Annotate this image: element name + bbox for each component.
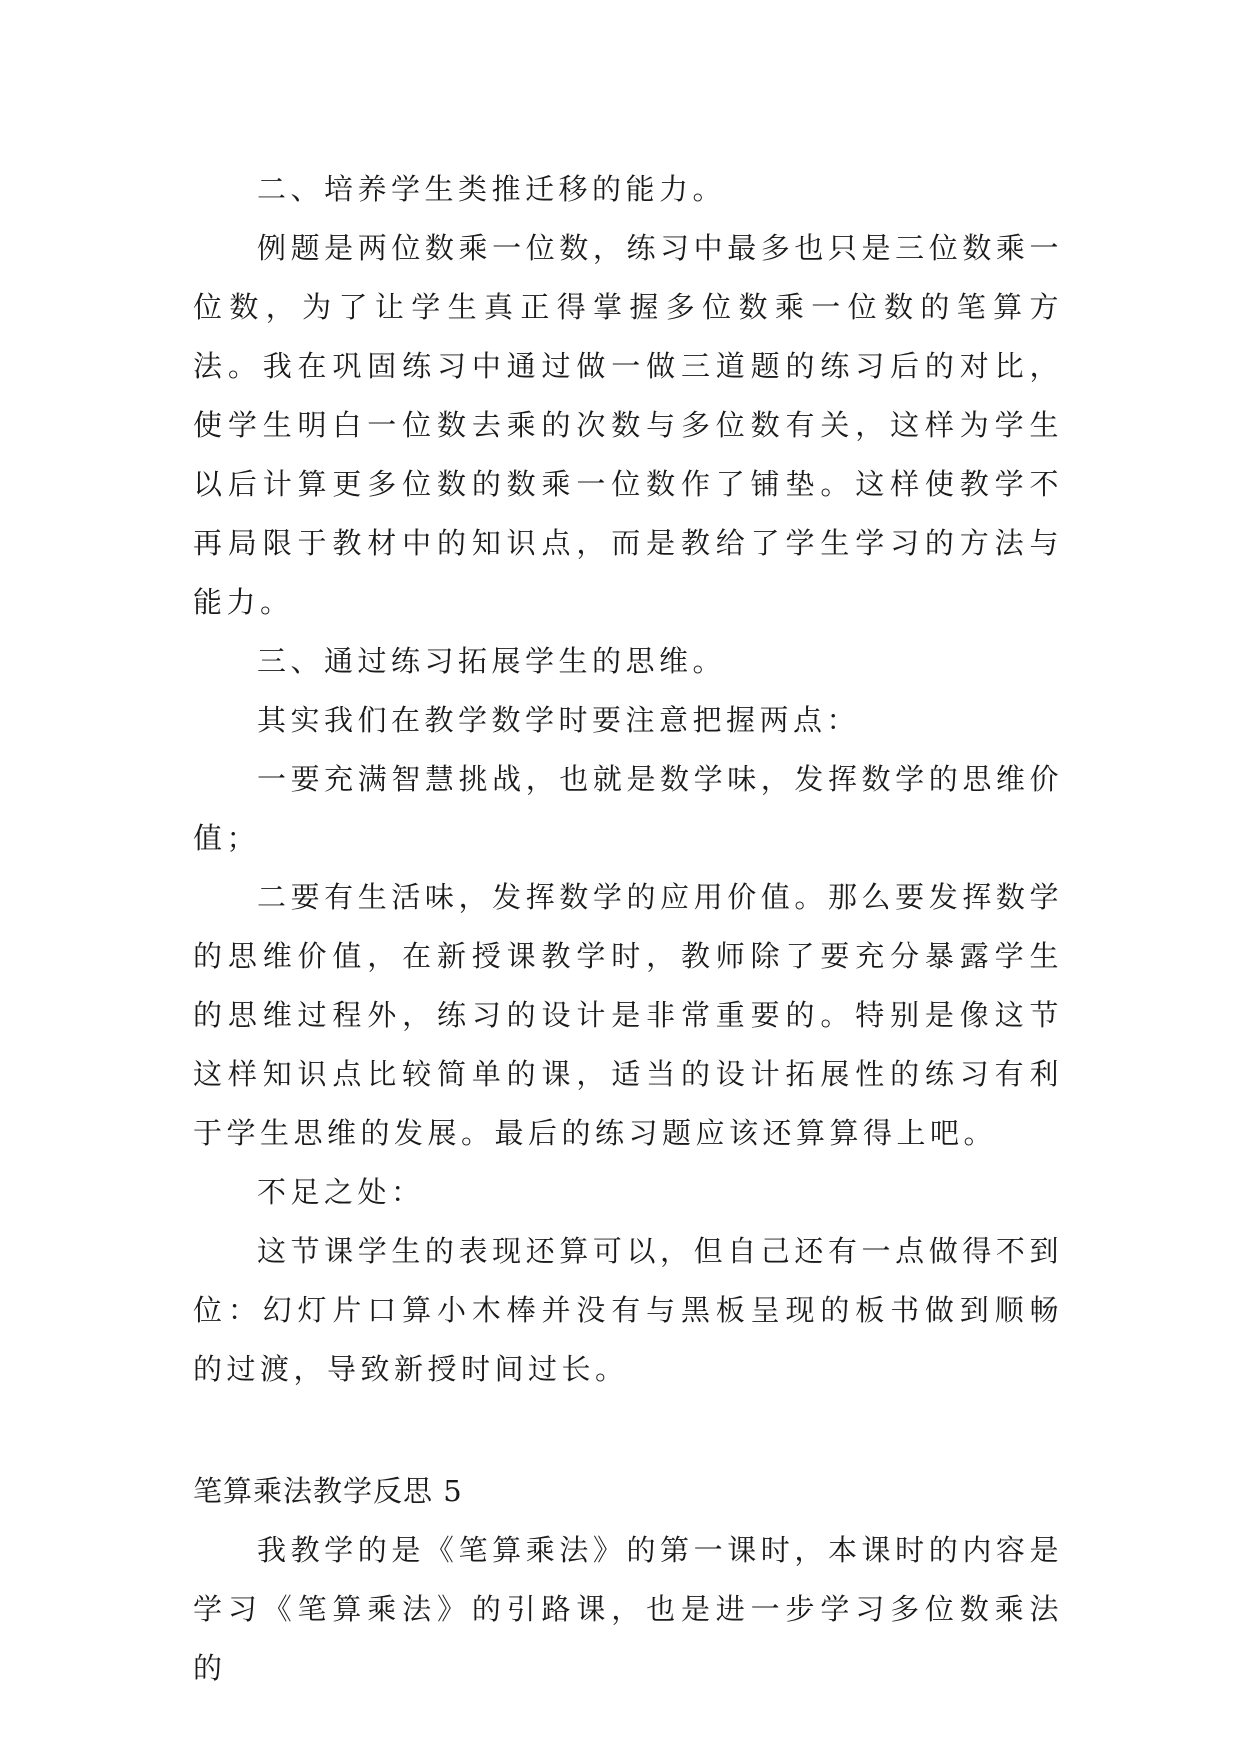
paragraph: 不足之处：	[257, 1175, 425, 1209]
paragraph: 一要充满智慧挑战，也就是数学味，发挥数学的思维价值；	[193, 762, 1063, 855]
paragraph: 我教学的是《笔算乘法》的第一课时，本课时的内容是学习《笔算乘法》的引路课，也是进一步学习多位数乘法的	[193, 1533, 1063, 1685]
document-body	[193, 160, 1063, 1698]
paragraph: 这节课学生的表现还算可以，但自己还有一点做得不到位：幻灯片口算小木棒并没有与黑板呈现的板书做到顺畅的过渡，导致新授时间过长。	[193, 1234, 1063, 1386]
paragraph: 二、培养学生类推迁移的能力。	[257, 172, 727, 206]
paragraph: 三、通过练习拓展学生的思维。	[257, 644, 727, 678]
paragraph: 其实我们在教学数学时要注意把握两点：	[257, 703, 861, 737]
section-heading: 笔算乘法教学反思 5	[193, 1474, 463, 1508]
paragraph: 二要有生活味，发挥数学的应用价值。那么要发挥数学的思维价值，在新授课教学时，教师除了要充分暴露学生的思维过程外，练习的设计是非常重要的。特别是像这节这样知识点比较简单的课，适当的设计拓展性的练习有利于学生思维的发展。最后的练习题应该还算算得上吧。	[193, 880, 1063, 1150]
paragraph: 例题是两位数乘一位数，练习中最多也只是三位数乘一位数，为了让学生真正得掌握多位数乘一位数的笔算方法。我在巩固练习中通过做一做三道题的练习后的对比，使学生明白一位数去乘的次数与多位数有关，这样为学生以后计算更多位数的数乘一位数作了铺垫。这样使教学不再局限于教材中的知识点，而是教给了学生学习的方法与能力。	[193, 231, 1063, 619]
